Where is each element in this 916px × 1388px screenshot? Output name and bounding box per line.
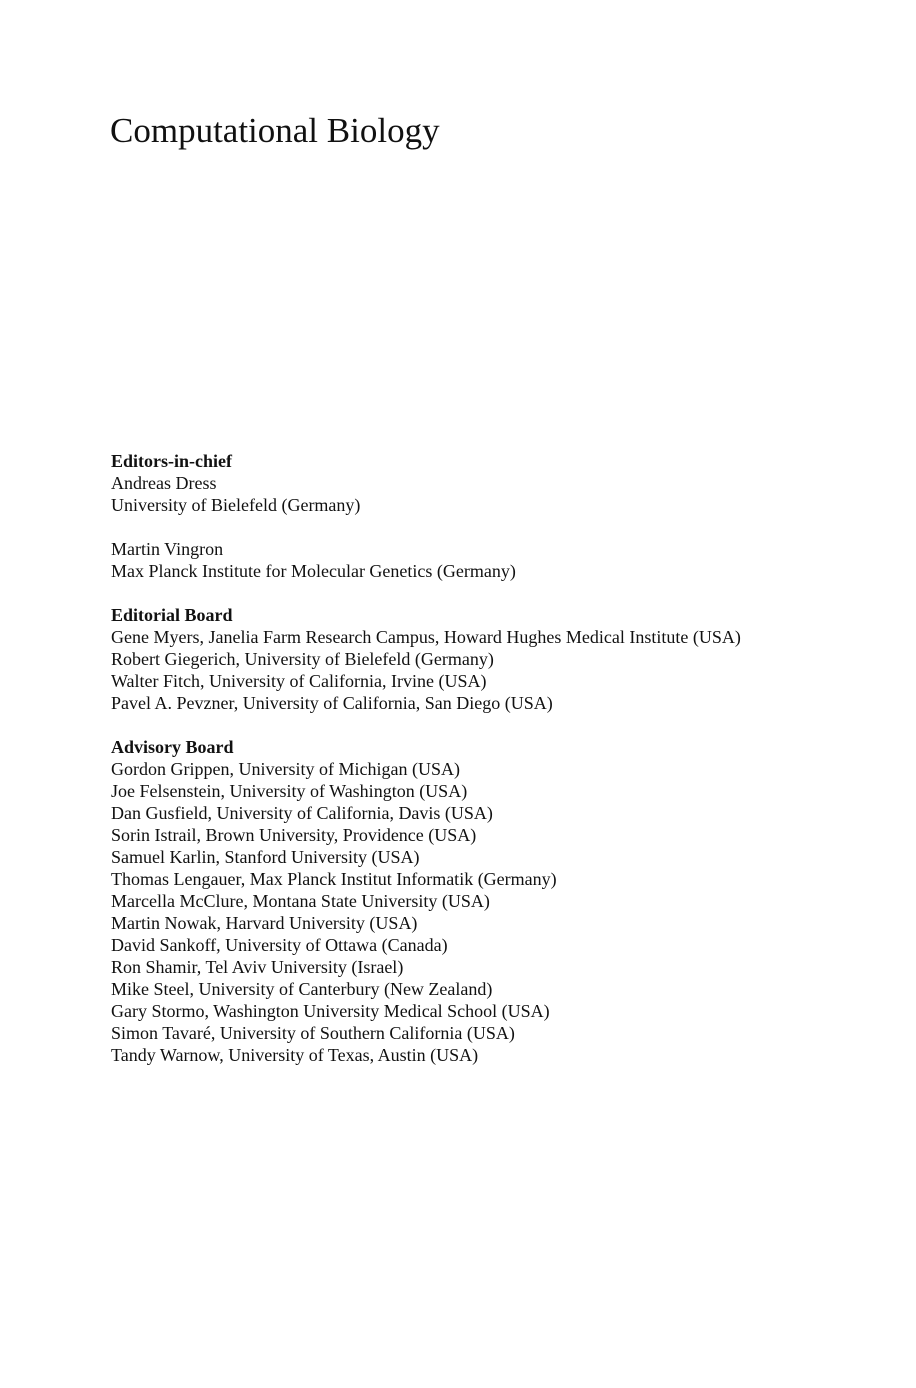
advisory-board-heading: Advisory Board bbox=[111, 737, 234, 757]
editorial-board-member: Robert Giegerich, University of Bielefeld (Germany) bbox=[111, 649, 494, 669]
advisory-board-member: Joe Felsenstein, University of Washington (USA) bbox=[111, 781, 468, 801]
editorial-board-heading: Editorial Board bbox=[111, 605, 233, 625]
editorial-board-section bbox=[111, 604, 891, 714]
editor-name: Andreas Dress bbox=[111, 473, 217, 493]
advisory-board-member: Samuel Karlin, Stanford University (USA) bbox=[111, 847, 420, 867]
advisory-board-member: Gordon Grippen, University of Michigan (USA) bbox=[111, 759, 460, 779]
advisory-board-member: Thomas Lengauer, Max Planck Institut Informatik (Germany) bbox=[111, 869, 557, 889]
advisory-board-member: Gary Stormo, Washington University Medical School (USA) bbox=[111, 1001, 550, 1021]
series-title: Computational Biology bbox=[110, 111, 440, 150]
editor-affiliation: Max Planck Institute for Molecular Genetics (Germany) bbox=[111, 561, 516, 581]
advisory-board-member: Mike Steel, University of Canterbury (New Zealand) bbox=[111, 979, 493, 999]
advisory-board-member: Martin Nowak, Harvard University (USA) bbox=[111, 913, 418, 933]
advisory-board-member: Dan Gusfield, University of California, Davis (USA) bbox=[111, 803, 493, 823]
editor-affiliation: University of Bielefeld (Germany) bbox=[111, 495, 361, 515]
advisory-board-member: Simon Tavaré, University of Southern California (USA) bbox=[111, 1023, 515, 1043]
advisory-board-member: Tandy Warnow, University of Texas, Austin (USA) bbox=[111, 1045, 479, 1065]
advisory-board-member: Ron Shamir, Tel Aviv University (Israel) bbox=[111, 957, 404, 977]
advisory-board-member: Marcella McClure, Montana State University (USA) bbox=[111, 891, 490, 911]
editorial-board-member: Pavel A. Pevzner, University of California, San Diego (USA) bbox=[111, 693, 553, 713]
advisory-board-section bbox=[111, 736, 891, 1066]
board-listing bbox=[111, 450, 891, 1066]
editors-in-chief-section bbox=[111, 450, 891, 582]
editorial-board-member: Walter Fitch, University of California, Irvine (USA) bbox=[111, 671, 487, 691]
advisory-board-member: Sorin Istrail, Brown University, Providence (USA) bbox=[111, 825, 477, 845]
editor-name: Martin Vingron bbox=[111, 539, 224, 559]
editorial-board-member: Gene Myers, Janelia Farm Research Campus, Howard Hughes Medical Institute (USA) bbox=[111, 627, 741, 647]
editors-in-chief-heading: Editors-in-chief bbox=[111, 451, 232, 471]
advisory-board-member: David Sankoff, University of Ottawa (Canada) bbox=[111, 935, 448, 955]
